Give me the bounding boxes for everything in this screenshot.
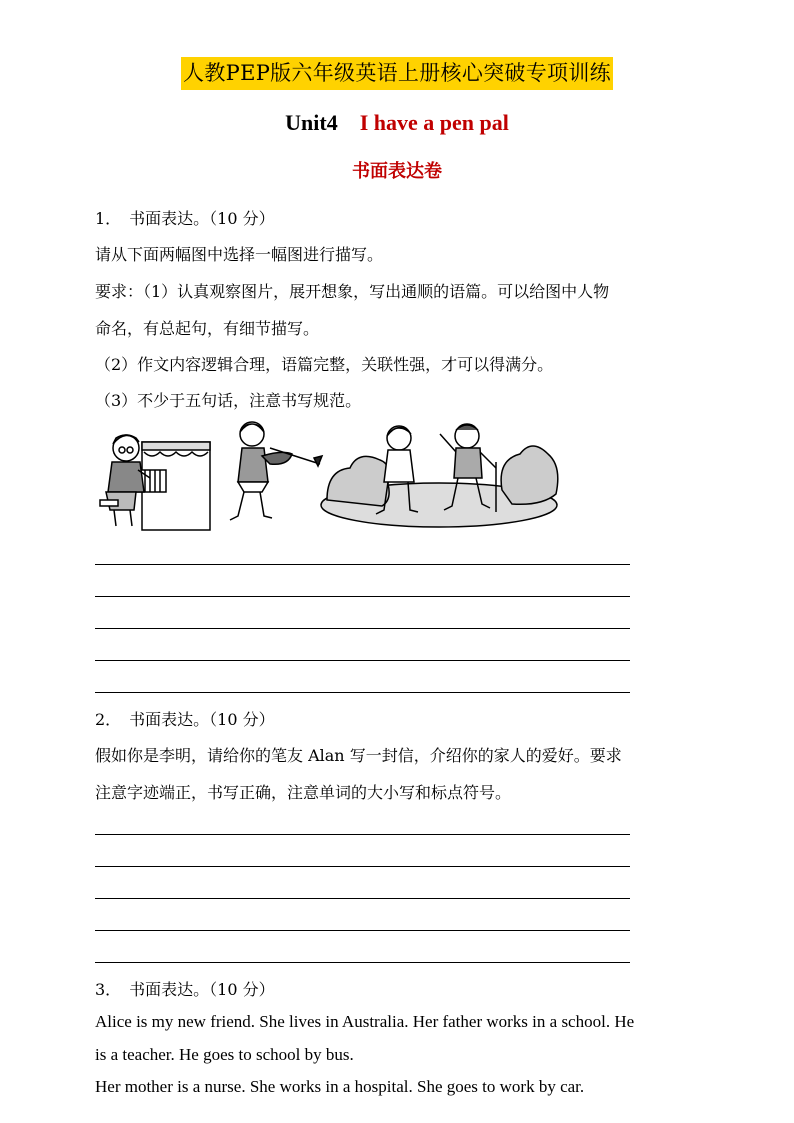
q1-writing-line[interactable] — [95, 692, 630, 693]
q2-writing-line[interactable] — [95, 962, 630, 963]
unit-title: I have a pen pal — [359, 110, 509, 135]
q1-writing-line[interactable] — [95, 564, 630, 565]
children-walking-picture — [321, 424, 558, 527]
q3-line-3: Her mother is a nurse. She works in a hospital. She goes to work by car. — [95, 1077, 585, 1096]
q1-writing-line[interactable] — [95, 628, 630, 629]
page-banner: 人教PEP版六年级英语上册核心突破专项训练 — [181, 57, 613, 90]
q2-writing-line[interactable] — [95, 834, 630, 835]
unit-title-line — [0, 110, 794, 136]
q2-writing-line[interactable] — [95, 898, 630, 899]
unit-label: Unit4 — [285, 110, 338, 135]
q1-pictures — [92, 420, 562, 535]
q2-heading: 2． 书面表达。（10 分） — [95, 710, 275, 729]
q3-heading: 3． 书面表达。（10 分） — [95, 980, 275, 999]
girl-playing-violin-picture — [230, 422, 322, 520]
q1-line-4: （2）作文内容逻辑合理，语篇完整，关联性强，才可以得满分。 — [95, 355, 554, 374]
q1-line-1: 请从下面两幅图中选择一幅图进行描写。 — [95, 245, 384, 264]
q1-writing-line[interactable] — [95, 660, 630, 661]
q3-line-2: is a teacher. He goes to school by bus. — [95, 1045, 354, 1064]
q2-writing-line[interactable] — [95, 866, 630, 867]
q1-writing-line[interactable] — [95, 596, 630, 597]
q1-line-2: 要求：（1）认真观察图片，展开想象，写出通顺的语篇。可以给图中人物 — [95, 282, 610, 301]
q2-line-2: 注意字迹端正，书写正确，注意单词的大小写和标点符号。 — [95, 783, 512, 802]
q2-writing-line[interactable] — [95, 930, 630, 931]
boy-playing-piano-picture — [100, 435, 210, 530]
q3-line-1: Alice is my new friend. She lives in Australia. Her father works in a school. He — [95, 1012, 635, 1031]
page-subtitle: 书面表达卷 — [352, 161, 442, 182]
q1-line-5: （3）不少于五句话，注意书写规范。 — [95, 391, 362, 410]
q2-line-1: 假如你是李明，请给你的笔友 Alan 写一封信，介绍你的家人的爱好。要求 — [95, 746, 622, 765]
q1-heading: 1． 书面表达。（10 分） — [95, 209, 275, 228]
q1-line-3: 命名，有总起句，有细节描写。 — [95, 319, 320, 338]
